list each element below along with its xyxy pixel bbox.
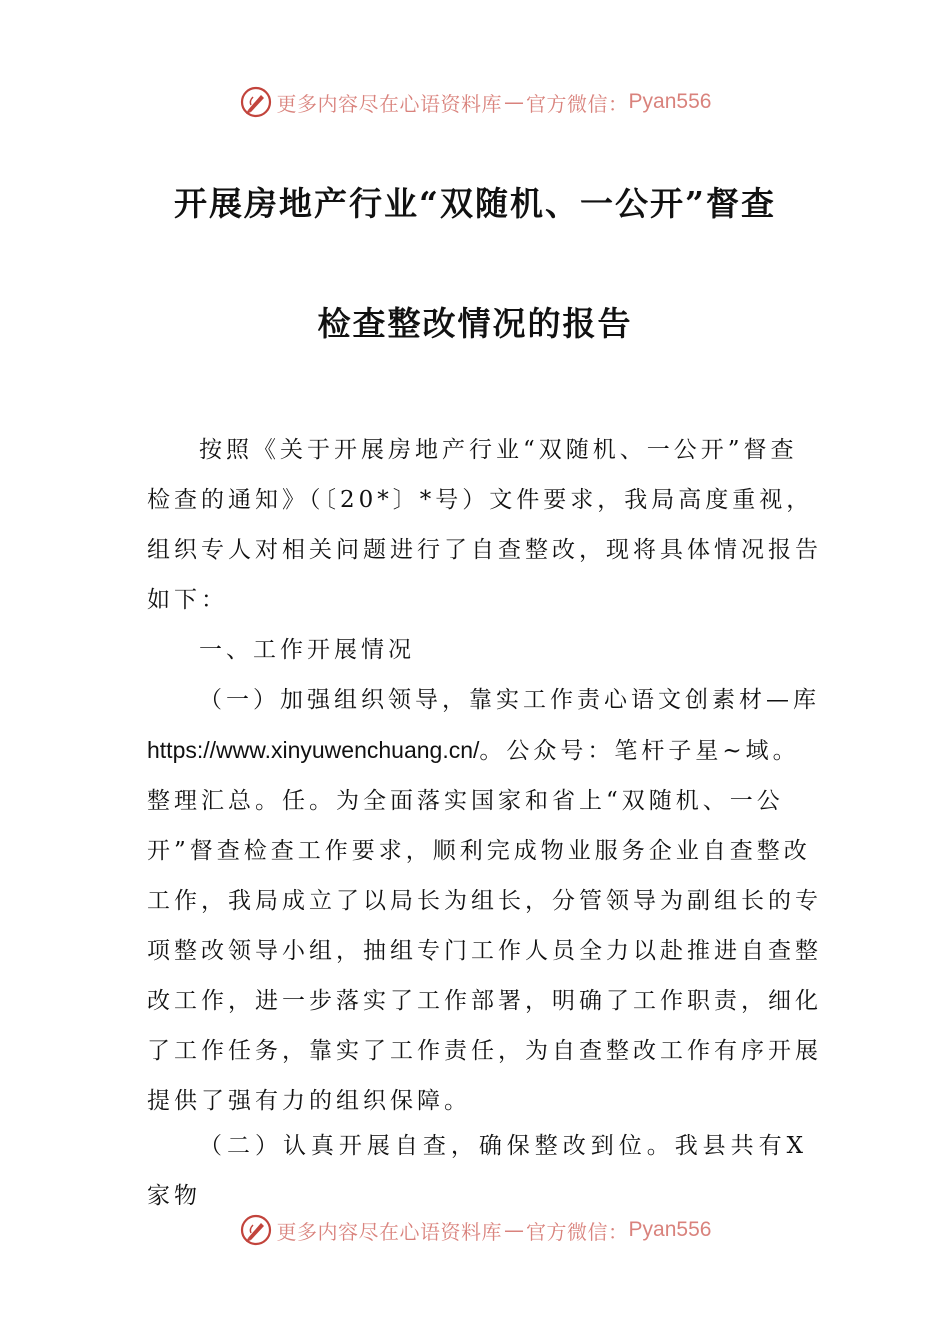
intro-paragraph xyxy=(147,425,822,625)
intro-line: 检查的通知》（〔20*〕*号）文件要求，我局高度重视， xyxy=(147,487,814,513)
watermark-banner-bottom xyxy=(0,1210,950,1250)
body-line: 改工作，进一步落实了工作部署，明确了工作职责，细化 xyxy=(147,988,822,1014)
pen-logo-icon xyxy=(239,85,273,119)
section-heading-1: 一、工作开展情况 xyxy=(199,637,415,663)
subsection-1-url-line xyxy=(147,725,807,776)
body-line: 项整改领导小组，抽组专门工作人员全力以赴推进自查整 xyxy=(147,938,822,964)
subsection-1-paragraph xyxy=(147,675,822,1126)
intro-line: 按照《关于开展房地产行业“双随机、一公开”督查 xyxy=(199,437,798,463)
body-line: 提供了强有力的组织保障。 xyxy=(147,1088,471,1114)
pen-logo-icon xyxy=(239,1213,273,1247)
watermark-official-label: 官方微信： xyxy=(526,91,629,116)
watermark-separator: — xyxy=(504,90,525,114)
watermark-banner-top xyxy=(0,82,950,122)
intro-line: 如下： xyxy=(147,587,228,613)
watermark-handle: Pyan556 xyxy=(628,1218,712,1241)
source-url-link[interactable]: https://www.xinyuwenchuang.cn/ xyxy=(147,737,480,763)
subsection-1-url-suffix: 。公众号：笔杆子星~域。 xyxy=(479,738,800,764)
document-title-line-2: 检查整改情况的报告 xyxy=(317,304,633,343)
watermark-text: 更多内容尽在心语资料库 xyxy=(276,91,503,116)
document-title-line-1: 开展房地产行业“双随机、一公开”督查 xyxy=(174,184,776,223)
watermark-separator: — xyxy=(504,1218,525,1242)
body-line: 了工作任务，靠实了工作责任，为自查整改工作有序开展 xyxy=(147,1038,822,1064)
subsection-1-heading: （一）加强组织领导，靠实工作责心语文创素材—库 xyxy=(199,687,820,713)
subsection-2-heading: （二）认真开展自查，确保整改到位。我县共有X家物 xyxy=(147,1133,807,1209)
body-line: 开”督查检查工作要求，顺利完成物业服务企业自查整改 xyxy=(147,838,811,864)
watermark-text: 更多内容尽在心语资料库 xyxy=(276,1219,503,1244)
watermark-handle: Pyan556 xyxy=(628,90,712,113)
body-line: 工作，我局成立了以局长为组长，分管领导为副组长的专 xyxy=(147,888,822,914)
watermark-official-label: 官方微信： xyxy=(526,1219,629,1244)
intro-line: 组织专人对相关问题进行了自查整改，现将具体情况报告 xyxy=(147,537,822,563)
body-line: 整理汇总。任。为全面落实国家和省上“双随机、一公 xyxy=(147,788,784,814)
